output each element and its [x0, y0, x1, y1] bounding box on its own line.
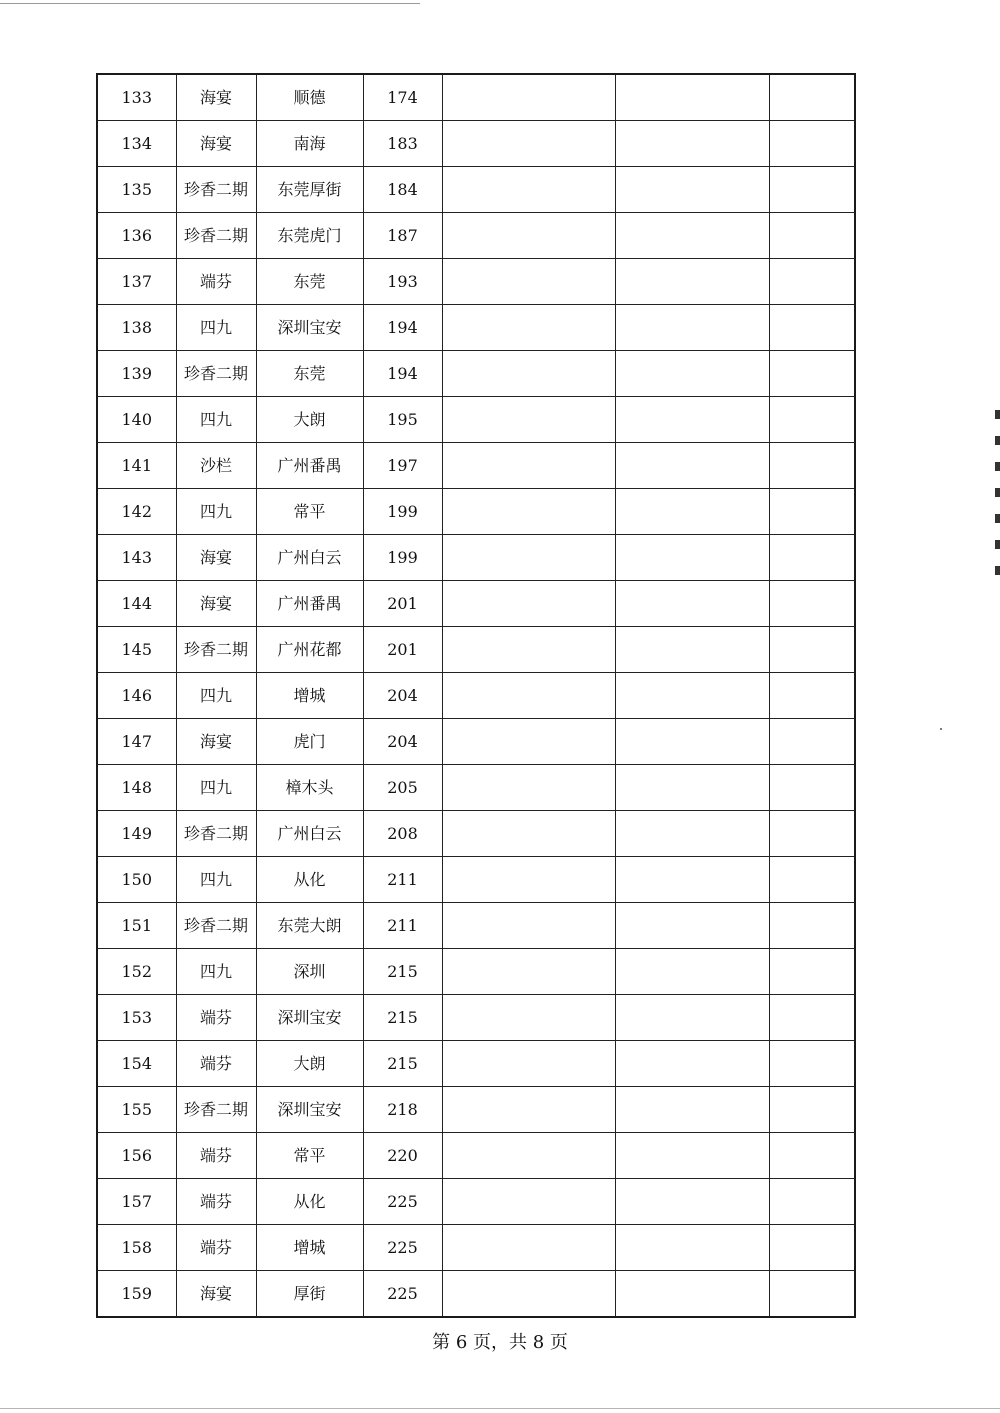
blank-cell — [769, 903, 855, 949]
place-cell: 东莞厚街 — [256, 167, 363, 213]
table-row — [97, 857, 855, 903]
blank-cell — [442, 673, 615, 719]
blank-cell — [615, 949, 769, 995]
place-cell: 深圳宝安 — [256, 1087, 363, 1133]
blank-cell — [442, 213, 615, 259]
value-cell: 225 — [363, 1271, 442, 1318]
name-cell: 珍香二期 — [176, 1087, 256, 1133]
blank-cell — [615, 1271, 769, 1318]
blank-cell — [615, 673, 769, 719]
place-cell: 从化 — [256, 857, 363, 903]
row-number-cell: 155 — [97, 1087, 176, 1133]
table-row — [97, 627, 855, 673]
row-number-cell: 144 — [97, 581, 176, 627]
blank-cell — [442, 719, 615, 765]
value-cell: 201 — [363, 581, 442, 627]
name-cell: 沙栏 — [176, 443, 256, 489]
name-cell: 四九 — [176, 489, 256, 535]
blank-cell — [442, 581, 615, 627]
blank-cell — [442, 1179, 615, 1225]
scan-edge-top — [0, 3, 420, 4]
row-number-cell: 154 — [97, 1041, 176, 1087]
row-number-cell: 149 — [97, 811, 176, 857]
blank-cell — [442, 765, 615, 811]
table-row — [97, 765, 855, 811]
name-cell: 端芬 — [176, 1041, 256, 1087]
blank-cell — [769, 995, 855, 1041]
name-cell: 珍香二期 — [176, 627, 256, 673]
table-row — [97, 167, 855, 213]
blank-cell — [769, 581, 855, 627]
table-row — [97, 811, 855, 857]
value-cell: 204 — [363, 719, 442, 765]
blank-cell — [615, 765, 769, 811]
blank-cell — [769, 121, 855, 167]
blank-cell — [769, 535, 855, 581]
table-row — [97, 1225, 855, 1271]
name-cell: 海宴 — [176, 581, 256, 627]
blank-cell — [615, 305, 769, 351]
value-cell: 225 — [363, 1179, 442, 1225]
row-number-cell: 141 — [97, 443, 176, 489]
blank-cell — [769, 857, 855, 903]
row-number-cell: 157 — [97, 1179, 176, 1225]
table-container — [96, 73, 854, 1303]
name-cell: 珍香二期 — [176, 167, 256, 213]
row-number-cell: 139 — [97, 351, 176, 397]
blank-cell — [769, 949, 855, 995]
blank-cell — [442, 857, 615, 903]
blank-cell — [442, 74, 615, 121]
blank-cell — [615, 995, 769, 1041]
blank-cell — [615, 351, 769, 397]
table-row — [97, 305, 855, 351]
name-cell: 珍香二期 — [176, 903, 256, 949]
table-row — [97, 949, 855, 995]
place-cell: 大朗 — [256, 397, 363, 443]
table-row — [97, 673, 855, 719]
row-number-cell: 151 — [97, 903, 176, 949]
blank-cell — [442, 305, 615, 351]
table-row — [97, 903, 855, 949]
blank-cell — [442, 811, 615, 857]
place-cell: 深圳宝安 — [256, 305, 363, 351]
name-cell: 珍香二期 — [176, 351, 256, 397]
blank-cell — [615, 811, 769, 857]
blank-cell — [442, 535, 615, 581]
page-number: 第 6 页，共 8 页 — [432, 1332, 568, 1353]
blank-cell — [615, 397, 769, 443]
place-cell: 大朗 — [256, 1041, 363, 1087]
table-row — [97, 995, 855, 1041]
blank-cell — [769, 627, 855, 673]
table-row — [97, 213, 855, 259]
name-cell: 海宴 — [176, 1271, 256, 1318]
place-cell: 广州白云 — [256, 535, 363, 581]
blank-cell — [442, 1087, 615, 1133]
table-row — [97, 1271, 855, 1318]
blank-cell — [615, 1179, 769, 1225]
blank-cell — [442, 489, 615, 535]
row-number-cell: 145 — [97, 627, 176, 673]
blank-cell — [615, 443, 769, 489]
value-cell: 225 — [363, 1225, 442, 1271]
scan-edge-marks — [995, 410, 1000, 590]
place-cell: 东莞 — [256, 259, 363, 305]
row-number-cell: 134 — [97, 121, 176, 167]
blank-cell — [769, 811, 855, 857]
place-cell: 深圳宝安 — [256, 995, 363, 1041]
value-cell: 211 — [363, 903, 442, 949]
value-cell: 199 — [363, 489, 442, 535]
table-row — [97, 121, 855, 167]
place-cell: 广州番禺 — [256, 443, 363, 489]
table-row — [97, 489, 855, 535]
blank-cell — [769, 213, 855, 259]
place-cell: 常平 — [256, 489, 363, 535]
place-cell: 虎门 — [256, 719, 363, 765]
row-number-cell: 146 — [97, 673, 176, 719]
blank-cell — [615, 1041, 769, 1087]
row-number-cell: 135 — [97, 167, 176, 213]
blank-cell — [615, 213, 769, 259]
name-cell: 四九 — [176, 397, 256, 443]
value-cell: 199 — [363, 535, 442, 581]
place-cell: 广州番禺 — [256, 581, 363, 627]
blank-cell — [769, 1179, 855, 1225]
table-row — [97, 397, 855, 443]
place-cell: 东莞大朗 — [256, 903, 363, 949]
row-number-cell: 148 — [97, 765, 176, 811]
value-cell: 215 — [363, 1041, 442, 1087]
blank-cell — [769, 443, 855, 489]
blank-cell — [769, 489, 855, 535]
place-cell: 深圳 — [256, 949, 363, 995]
row-number-cell: 159 — [97, 1271, 176, 1318]
value-cell: 193 — [363, 259, 442, 305]
value-cell: 201 — [363, 627, 442, 673]
blank-cell — [615, 903, 769, 949]
blank-cell — [442, 397, 615, 443]
table-row — [97, 535, 855, 581]
name-cell: 海宴 — [176, 535, 256, 581]
blank-cell — [615, 1087, 769, 1133]
name-cell: 端芬 — [176, 1133, 256, 1179]
blank-cell — [442, 121, 615, 167]
value-cell: 194 — [363, 351, 442, 397]
place-cell: 广州白云 — [256, 811, 363, 857]
place-cell: 顺德 — [256, 74, 363, 121]
value-cell: 195 — [363, 397, 442, 443]
blank-cell — [615, 167, 769, 213]
blank-cell — [442, 1041, 615, 1087]
value-cell: 208 — [363, 811, 442, 857]
blank-cell — [769, 1271, 855, 1318]
table-row — [97, 443, 855, 489]
place-cell: 增城 — [256, 1225, 363, 1271]
name-cell: 端芬 — [176, 259, 256, 305]
row-number-cell: 143 — [97, 535, 176, 581]
blank-cell — [769, 719, 855, 765]
place-cell: 南海 — [256, 121, 363, 167]
blank-cell — [769, 351, 855, 397]
blank-cell — [615, 627, 769, 673]
value-cell: 174 — [363, 74, 442, 121]
place-cell: 樟木头 — [256, 765, 363, 811]
blank-cell — [769, 765, 855, 811]
value-cell: 183 — [363, 121, 442, 167]
table-row — [97, 719, 855, 765]
name-cell: 海宴 — [176, 74, 256, 121]
name-cell: 端芬 — [176, 1225, 256, 1271]
value-cell: 187 — [363, 213, 442, 259]
scan-edge-bottom — [0, 1408, 1000, 1409]
blank-cell — [442, 1225, 615, 1271]
name-cell: 四九 — [176, 949, 256, 995]
blank-cell — [615, 1225, 769, 1271]
blank-cell — [615, 581, 769, 627]
row-number-cell: 136 — [97, 213, 176, 259]
name-cell: 珍香二期 — [176, 213, 256, 259]
blank-cell — [615, 1133, 769, 1179]
blank-cell — [769, 397, 855, 443]
blank-cell — [442, 903, 615, 949]
row-number-cell: 158 — [97, 1225, 176, 1271]
value-cell: 204 — [363, 673, 442, 719]
row-number-cell: 153 — [97, 995, 176, 1041]
row-number-cell: 152 — [97, 949, 176, 995]
table-row — [97, 1041, 855, 1087]
blank-cell — [769, 1133, 855, 1179]
place-cell: 从化 — [256, 1179, 363, 1225]
table-row — [97, 259, 855, 305]
scan-speck — [940, 728, 942, 730]
row-number-cell: 133 — [97, 74, 176, 121]
blank-cell — [769, 74, 855, 121]
blank-cell — [615, 719, 769, 765]
blank-cell — [769, 167, 855, 213]
row-number-cell: 142 — [97, 489, 176, 535]
value-cell: 220 — [363, 1133, 442, 1179]
table-row — [97, 1087, 855, 1133]
value-cell: 205 — [363, 765, 442, 811]
table-row — [97, 1179, 855, 1225]
blank-cell — [615, 489, 769, 535]
blank-cell — [769, 259, 855, 305]
blank-cell — [769, 1041, 855, 1087]
table-row — [97, 351, 855, 397]
blank-cell — [769, 1087, 855, 1133]
name-cell: 四九 — [176, 765, 256, 811]
value-cell: 211 — [363, 857, 442, 903]
name-cell: 四九 — [176, 673, 256, 719]
name-cell: 四九 — [176, 305, 256, 351]
place-cell: 常平 — [256, 1133, 363, 1179]
blank-cell — [442, 995, 615, 1041]
value-cell: 184 — [363, 167, 442, 213]
table-row — [97, 581, 855, 627]
table-row — [97, 74, 855, 121]
blank-cell — [442, 259, 615, 305]
value-cell: 218 — [363, 1087, 442, 1133]
blank-cell — [615, 74, 769, 121]
row-number-cell: 147 — [97, 719, 176, 765]
blank-cell — [615, 535, 769, 581]
row-number-cell: 150 — [97, 857, 176, 903]
name-cell: 端芬 — [176, 1179, 256, 1225]
blank-cell — [769, 1225, 855, 1271]
value-cell: 215 — [363, 949, 442, 995]
place-cell: 广州花都 — [256, 627, 363, 673]
blank-cell — [442, 443, 615, 489]
place-cell: 增城 — [256, 673, 363, 719]
value-cell: 197 — [363, 443, 442, 489]
name-cell: 海宴 — [176, 719, 256, 765]
blank-cell — [615, 121, 769, 167]
blank-cell — [442, 1271, 615, 1318]
table-body — [97, 74, 855, 1317]
blank-cell — [442, 627, 615, 673]
blank-cell — [769, 673, 855, 719]
value-cell: 215 — [363, 995, 442, 1041]
value-cell: 194 — [363, 305, 442, 351]
name-cell: 珍香二期 — [176, 811, 256, 857]
name-cell: 端芬 — [176, 995, 256, 1041]
table-row — [97, 1133, 855, 1179]
blank-cell — [442, 1133, 615, 1179]
blank-cell — [769, 305, 855, 351]
blank-cell — [442, 949, 615, 995]
place-cell: 厚街 — [256, 1271, 363, 1318]
name-cell: 海宴 — [176, 121, 256, 167]
blank-cell — [442, 351, 615, 397]
row-number-cell: 137 — [97, 259, 176, 305]
blank-cell — [615, 259, 769, 305]
row-number-cell: 138 — [97, 305, 176, 351]
row-number-cell: 156 — [97, 1133, 176, 1179]
name-cell: 四九 — [176, 857, 256, 903]
data-table — [96, 73, 856, 1318]
place-cell: 东莞虎门 — [256, 213, 363, 259]
blank-cell — [615, 857, 769, 903]
place-cell: 东莞 — [256, 351, 363, 397]
blank-cell — [442, 167, 615, 213]
row-number-cell: 140 — [97, 397, 176, 443]
